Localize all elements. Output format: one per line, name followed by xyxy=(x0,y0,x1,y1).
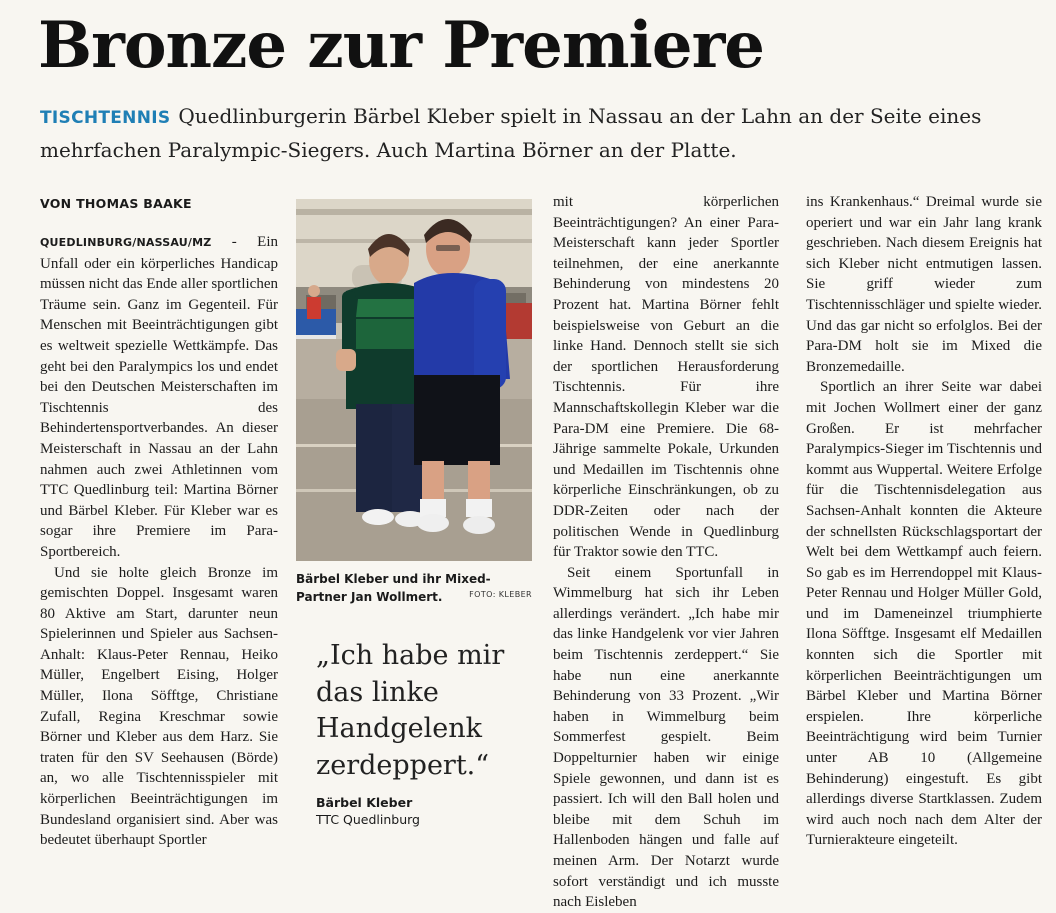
paragraph: mit körperlichen Beeinträchtigungen? An einer Para-Meisterschaft kann jeder Sportler teilnehmen, der eine anerkannte Behinderung von mindestens 20 Prozent hat. Martina Börner fehlt beispielsweise von Geburt an die linke Hand. Dennoch stellt sie sich der sportlichen Herausforderung Tischtennis. Für ihre Mannschaftskollegin Kleber war die Para-DM eine Premiere. Die 68-Jährige sammelte Pokale, Urkunden und Medaillen im Tischtennis ohne körperliche Einschränkungen, ob zu DDR-Zeiten oder nach der politischen Wende in Quedlinburg für Traktor sowie den TTC. xyxy=(553,194,779,561)
article-column-1 xyxy=(40,232,278,851)
pull-quote-club: TTC Quedlinburg xyxy=(316,812,420,827)
pull-quote: „Ich habe mir das linke Handgelenk zerdeppert.“ xyxy=(316,640,505,781)
photo-credit: FOTO: KLEBER xyxy=(469,590,532,599)
photo-caption: Bärbel Kleber und ihr Mixed-Partner Jan Wollmert. xyxy=(296,572,491,604)
paragraph-text: - Ein Unfall oder ein körperliches Handicap müssen nicht das Ende aller sportlichen Träume sein. Ganz im Gegenteil. Für Menschen mit Beeinträchtigungen gibt es weltweit spezielle Wettkämpfe. Das geht bei den Paralympics los und endet bei den Deutschen Meisterschaften im Tischtennis des Behindertensportverbandes. An dieser Meisterschaft in Nassau an der Lahn nahmen auch zwei Athletinnen vom TTC Quedlinburg teil: Martina Börner und Bärbel Kleber. Für Kleber war es sogar ihre Premiere im Para-Sportbereich. xyxy=(40,234,278,560)
subheadline xyxy=(40,100,1040,166)
pull-quote-author: Bärbel Kleber xyxy=(316,795,413,810)
section-kicker: TISCHTENNIS xyxy=(40,108,171,128)
headline: Bronze zur Premiere xyxy=(38,8,764,83)
subheadline-text: Quedlinburgerin Bärbel Kleber spielt in Nassau an der Lahn an der Seite eines mehrfachen Paralympic-Siegers. Auch Martina Börner an der Platte. xyxy=(40,104,982,162)
paragraph: Sportlich an ihrer Seite war dabei mit Jochen Wollmert einer der ganz Großen. Er ist mehrfacher Paralympics-Sieger im Tischtennis und kommt aus Wuppertal. Weitere Erfolge für die Tischtennisdelegation aus Sachsen-Anhalt konnten die Akteure der schnellsten Rückschlagsportart der Welt bei dem Wettkampf auch feiern. So gab es im Herrendoppel mit Klaus-Peter Rennau und Holger Müller Gold, und im Dameneinzel triumphierte Ilona Söfftge. Insgesamt elf Medaillen konnten sich die Sportler mit körperlichen Beeinträchtigungen um Bärbel Kleber und Martina Börner erspielen. Ihre körperliche Beeinträchtigung wird beim Turnier unter AB 10 (Allgemeine Behinderung) eingestuft. Es gibt allerdings diverse Startklassen. Zudem wird auch noch nach dem Alter der Turnierakteure eingeteilt. xyxy=(806,379,1042,849)
article-column-4 xyxy=(806,192,1042,851)
dateline: QUEDLINBURG/NASSAU/MZ xyxy=(40,236,212,249)
article-photo xyxy=(296,199,532,561)
article-column-3 xyxy=(553,192,779,913)
byline: VON THOMAS BAAKE xyxy=(40,196,192,211)
paragraph xyxy=(40,232,278,563)
paragraph: Seit einem Sportunfall in Wimmelburg hat sich ihr Leben allerdings verändert. „Ich habe mir das linke Handgelenk vor vier Jahren beim Tischtennis zerdeppert.“ Sie habe nun eine anerkannte Behinderung von 33 Prozent. „Wir haben in Wimmelburg beim Sommerfest gespielt. Beim Doppelturnier haben wir einige Spiele gewonnen, und dann ist es passiert. Ich will den Ball holen und bleibe mit dem Schuh im Hallenboden hängen und falle auf meinen Arm. Der Notarzt wurde sofort verständigt und ich musste nach Eisleben xyxy=(553,564,779,911)
paragraph: ins Krankenhaus.“ Dreimal wurde sie operiert und war ein Jahr lang krank geschrieben. Nach diesem Ereignis hat sich Kleber nicht entmutigen lassen. Sie griff wieder zum Tischtennisschläger und spielte wieder. Und das gar nicht so erfolglos. Bei der Para-DM holt sie im Mixed die Bronzemedaille. xyxy=(806,194,1042,375)
paragraph: Und sie holte gleich Bronze im gemischten Doppel. Insgesamt waren 80 Aktive am Start, darunter neun Spielerinnen und Spieler aus Sachsen-Anhalt: Klaus-Peter Rennau, Heiko Müller, Engelbert Eising, Holger Müller, Ilona Söfftge, Christiane Zufall, Regina Kreschmar sowie Börner und Kleber aus dem Harz. Sie traten für den SV Seehausen (Börde) an, wo alle Tischtennisspieler mit körperlichen Beeinträchtigungen im Bundesland organisiert sind. Aber was bedeutet überhaupt Sportler xyxy=(40,564,278,849)
